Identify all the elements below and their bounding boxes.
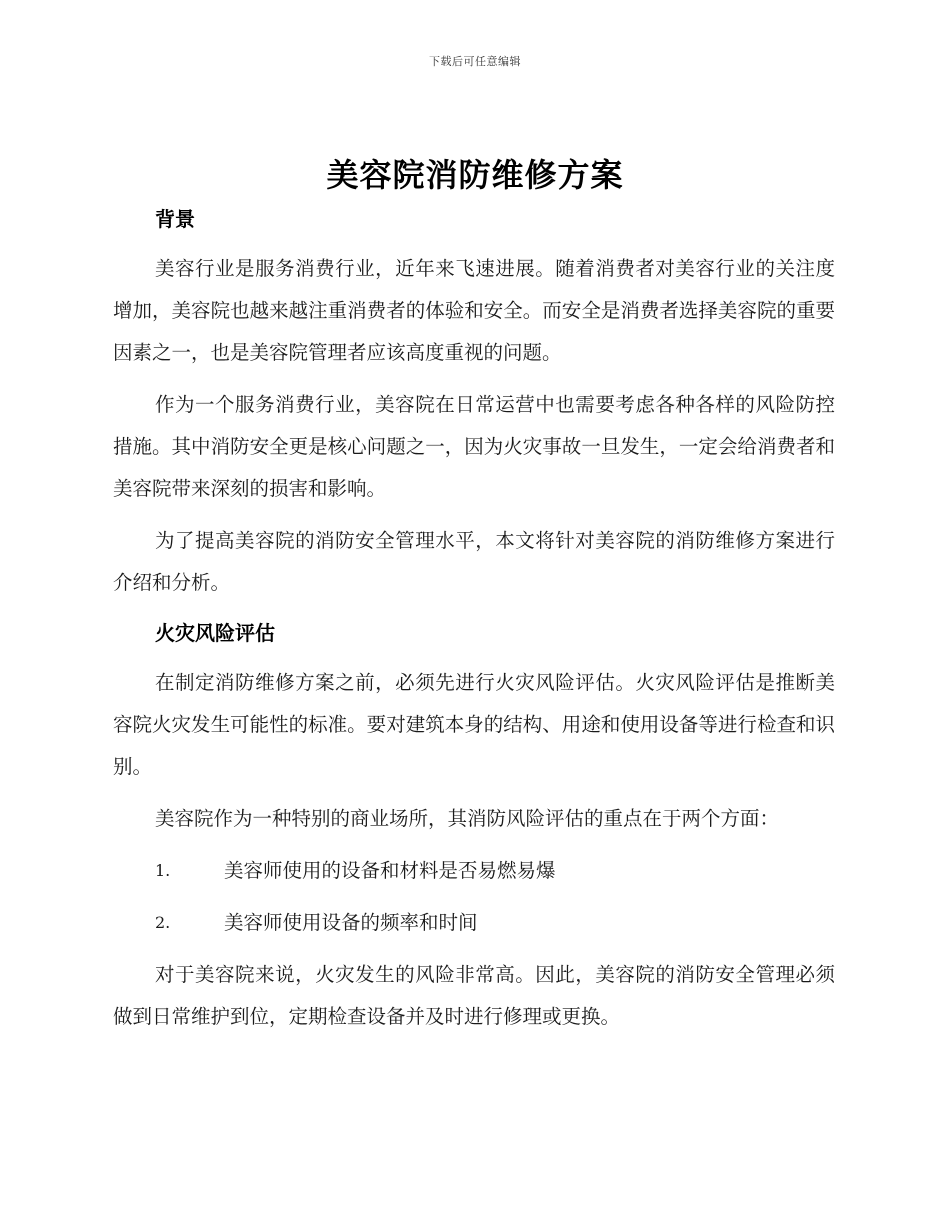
paragraph: 作为一个服务消费行业，美容院在日常运营中也需要考虑各种各样的风险防控措施。其中消防安全更是核心问题之一，因为火灾事故一旦发生，一定会给消费者和美容院带来深刻的损害和影响。 bbox=[113, 393, 835, 500]
paragraph: 美容院作为一种特别的商业场所，其消防风险评估的重点在于两个方面： bbox=[155, 807, 780, 830]
paragraph: 为了提高美容院的消防安全管理水平，本文将针对美容院的消防维修方案进行介绍和分析。 bbox=[113, 529, 835, 594]
paragraph: 美容行业是服务消费行业，近年来飞速进展。随着消费者对美容行业的关注度增加，美容院也越来越注重消费者的体验和安全。而安全是消费者选择美容院的重要因素之一，也是美容院管理者应该高度重视的问题。 bbox=[113, 257, 835, 364]
paragraph: 对于美容院来说，火灾发生的风险非常高。因此，美容院的消防安全管理必须做到日常维护到位，定期检查设备并及时进行修理或更换。 bbox=[113, 963, 835, 1028]
document-body bbox=[113, 198, 835, 1038]
document-title: 美容院消防维修方案 bbox=[326, 156, 624, 194]
header-note: 下载后可任意编辑 bbox=[429, 55, 521, 68]
section-heading-background: 背景 bbox=[155, 207, 195, 231]
paragraph: 在制定消防维修方案之前，必须先进行火灾风险评估。火灾风险评估是推断美容院火灾发生可能性的标准。要对建筑本身的结构、用途和使用设备等进行检查和识别。 bbox=[113, 671, 835, 778]
list-number: 1. bbox=[155, 861, 171, 880]
list-number: 2. bbox=[155, 913, 171, 932]
list-text: 美容师使用设备的频率和时间 bbox=[224, 911, 478, 934]
list-item bbox=[113, 850, 835, 892]
section-heading-fire-risk: 火灾风险评估 bbox=[155, 621, 275, 645]
list-item bbox=[113, 902, 835, 944]
list-text: 美容师使用的设备和材料是否易燃易爆 bbox=[224, 859, 556, 882]
